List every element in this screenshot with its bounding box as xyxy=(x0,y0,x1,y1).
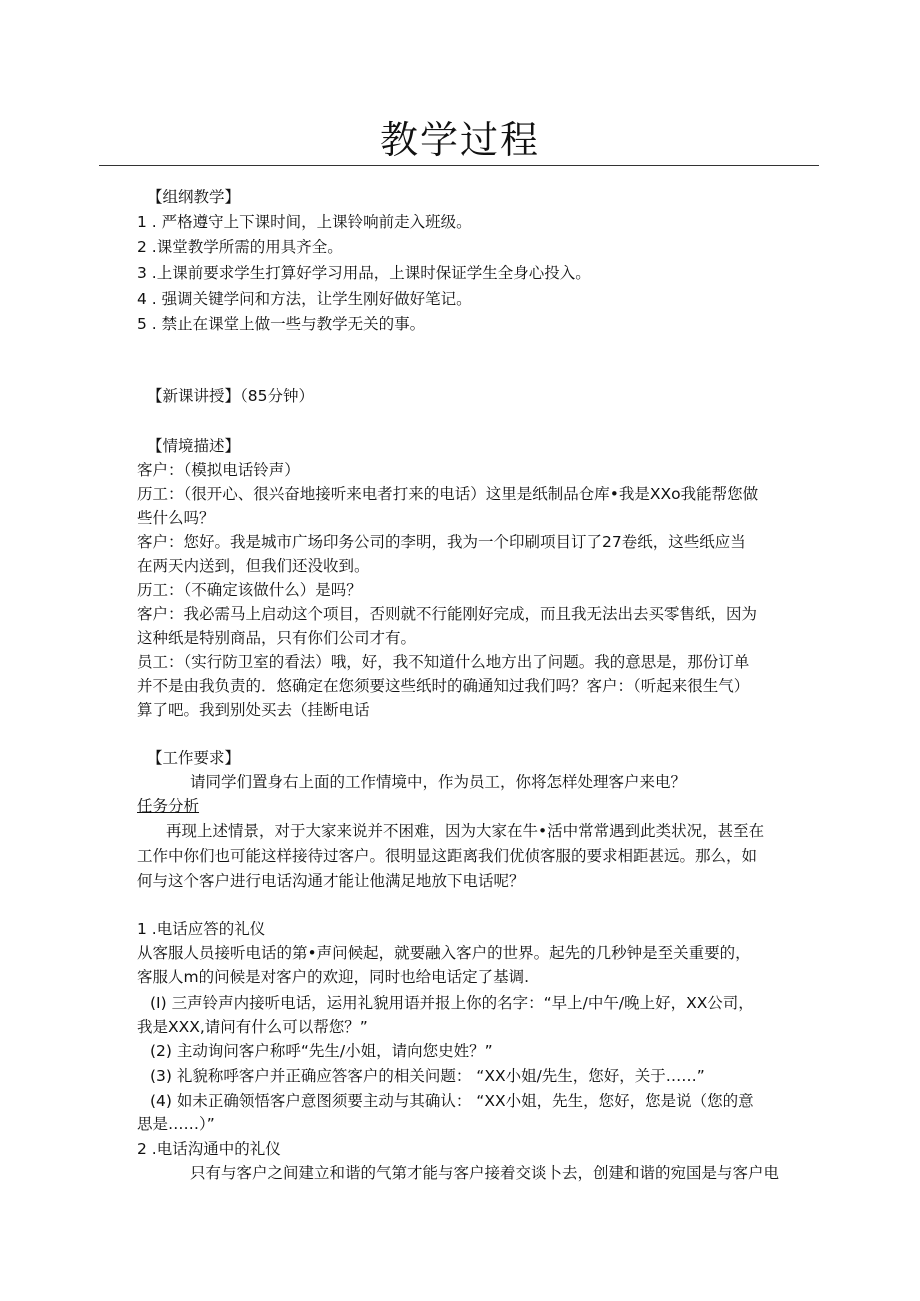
s2-paragraph-line: 只有与客户之间建立和谐的气第才能与客户接着交谈卜去，创建和谐的宛国是与客户电 xyxy=(190,1164,780,1182)
dialogue-line: 客户：我必需马上启动这个项目，否则就不行能刚好完成，而且我无法出去买零售纸，因为 xyxy=(137,605,758,623)
task-paragraph-line: 何与这个客户进行电话沟通才能让他满足地放下电话呢？ xyxy=(137,872,525,890)
section-heading-work: 【工作要求】 xyxy=(147,749,241,767)
section-heading-2: 2 .电话沟通中的礼仪 xyxy=(137,1140,281,1158)
dialogue-line: 历工：（不确定该做什么）是吗？ xyxy=(137,581,362,599)
section-heading-org: 【组纲教学】 xyxy=(147,188,241,206)
title-divider xyxy=(99,165,819,166)
org-item: 3 .上课前要求学生打算好学习用品，上课时保证学生全身心投入。 xyxy=(137,264,591,282)
section-heading-1: 1 .电话应答的礼仪 xyxy=(137,920,266,938)
dialogue-line: 客户：您好。我是城市广场印务公司的李明，我为一个印刷项目订了27卷纸，这些纸应当 xyxy=(137,533,746,551)
org-item: 2 .课堂教学所需的用具齐全。 xyxy=(137,238,343,256)
section-heading-task: 任务分析 xyxy=(137,797,200,815)
page-title: 教学过程 xyxy=(379,118,540,162)
dialogue-line: 并不是由我负责的．悠确定在您须要这些纸时的确通知过我们吗？客户：（听起来很生气） xyxy=(137,677,750,695)
dialogue-line: 历工：（很开心、很兴奋地接听来电者打来的电话）这里是纸制品仓库•我是XXo我能帮您做 xyxy=(137,485,759,503)
dialogue-line: 些什么吗？ xyxy=(137,509,215,527)
dialogue-line: 员工：（实行防卫室的看法）哦，好，我不知道什么地方出了问题。我的意思是，那份订单 xyxy=(137,653,750,671)
s1-list-item: (I) 三声铃声内接听电话，运用礼貌用语并报上你的名字：“早上/中午/晚上好，XX公司， xyxy=(150,994,754,1012)
work-requirement-text: 请同学们置身右上面的工作情境中，作为员工，你将怎样处理客户来电？ xyxy=(190,773,687,791)
s1-paragraph-line: 从客服人员接听电话的第•声问候起，就要融入客户的世界。起先的几秒钟是至关重要的， xyxy=(137,944,751,962)
s1-list-item: (3) 礼貌称呼客户并正确应答客户的相关问题： “XX小姐/先生，您好，关于……” xyxy=(150,1067,705,1085)
s1-paragraph-line: 客服人m的问候是对客户的欢迎，同时也给电话定了基调. xyxy=(137,968,530,986)
dialogue-line: 客户：（模拟电话铃声） xyxy=(137,461,300,479)
task-paragraph-line: 再现上述情景，对于大家来说并不困难，因为大家在牛•活中常常遇到此类状况，甚至在 xyxy=(166,822,765,840)
s1-list-item: 我是XXX,请问有什么可以帮您？” xyxy=(137,1018,368,1036)
dialogue-line: 算了吧。我到别处买去（挂断电话 xyxy=(137,701,370,719)
org-item: 5 . 禁止在课堂上做一些与教学无关的事。 xyxy=(137,315,426,333)
task-paragraph-line: 工作中你们也可能这样接待过客户。很明显这距离我们优侦客服的要求相距甚远。那么，如 xyxy=(137,847,758,865)
s1-list-item: (2) 主动询问客户称呼“先生/小姐，请向您史姓？” xyxy=(150,1042,493,1060)
section-heading-scene: 【情境描述】 xyxy=(147,437,241,455)
section-heading-newlesson: 【新课讲授】（85分钟） xyxy=(147,387,314,405)
s1-list-item: 思是……）” xyxy=(137,1115,215,1133)
dialogue-line: 在两天内送到，但我们还没收到。 xyxy=(137,557,370,575)
org-item: 4 . 强调关键学问和方法，让学生刚好做好笔记。 xyxy=(137,290,472,308)
dialogue-line: 这种纸是特别商品，只有你们公司才有。 xyxy=(137,629,417,647)
s1-list-item: (4) 如未正确领悟客户意图须要主动与其确认： “XX小姐，先生，您好，您是说（您的意 xyxy=(150,1092,754,1110)
org-item: 1 . 严格遵守上下课时间，上课铃响前走入班级。 xyxy=(137,213,472,231)
